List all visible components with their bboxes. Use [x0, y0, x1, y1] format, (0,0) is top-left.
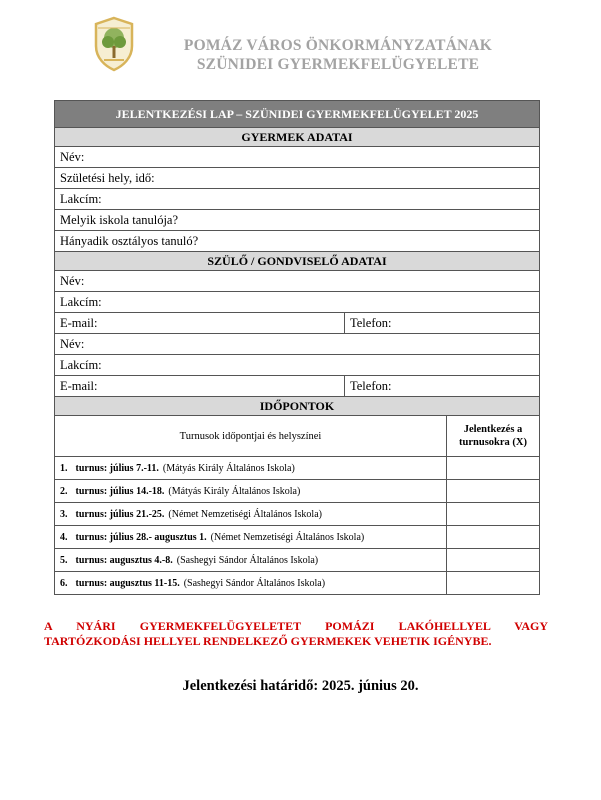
turnus-row — [55, 503, 540, 526]
eligibility-notice-line-2: TARTÓZKODÁSI HELLYEL RENDELKEZŐ GYERMEKEK VEHETIK IGÉNYBE. — [44, 634, 492, 648]
child-grade-field[interactable]: Hányadik osztályos tanuló? — [55, 231, 540, 252]
turnus-1-signup-cell[interactable] — [447, 457, 540, 480]
turnus-number: 6. — [60, 577, 68, 589]
turnus-6-signup-cell[interactable] — [447, 572, 540, 595]
parent1-phone-field[interactable]: Telefon: — [345, 313, 540, 334]
turnus-number: 5. — [60, 554, 68, 566]
turnus-5-signup-cell[interactable] — [447, 549, 540, 572]
column-header-turnus: Turnusok időpontjai és helyszínei — [55, 416, 447, 457]
turnus-4 — [55, 526, 447, 549]
child-address-field[interactable]: Lakcím: — [55, 189, 540, 210]
section-times: IDŐPONTOK — [55, 397, 540, 416]
parent2-phone-field[interactable]: Telefon: — [345, 376, 540, 397]
turnus-3-signup-cell[interactable] — [447, 503, 540, 526]
turnus-5 — [55, 549, 447, 572]
turnus-place: (Sashegyi Sándor Általános Iskola) — [176, 554, 319, 566]
turnus-1 — [55, 457, 447, 480]
turnus-number: 3. — [60, 508, 68, 520]
turnus-date: turnus: július 14.-18. — [75, 485, 165, 497]
turnus-number: 1. — [60, 462, 68, 474]
organization-line-2: SZÜNIDEI GYERMEKFELÜGYELETE — [196, 56, 480, 73]
parent1-email-field[interactable]: E-mail: — [55, 313, 345, 334]
organization-line-1: POMÁZ VÁROS ÖNKORMÁNYZATÁNAK — [183, 37, 493, 54]
parent1-name-field[interactable]: Név: — [55, 271, 540, 292]
parent2-email-field[interactable]: E-mail: — [55, 376, 345, 397]
turnus-place: (Mátyás Király Általános Iskola) — [168, 485, 301, 497]
turnus-row — [55, 457, 540, 480]
turnus-date: turnus: július 28.- augusztus 1. — [75, 531, 207, 543]
city-crest-logo — [90, 16, 138, 72]
parent2-address-field[interactable]: Lakcím: — [55, 355, 540, 376]
parent1-address-field[interactable]: Lakcím: — [55, 292, 540, 313]
turnus-place: (Német Nemzetiségi Általános Iskola) — [210, 531, 365, 543]
turnus-place: (Sashegyi Sándor Általános Iskola) — [183, 577, 326, 589]
turnus-row — [55, 572, 540, 595]
section-child-data: GYERMEK ADATAI — [55, 128, 540, 147]
turnus-2-signup-cell[interactable] — [447, 480, 540, 503]
turnus-2 — [55, 480, 447, 503]
application-form — [54, 100, 540, 595]
turnus-date: turnus: július 21.-25. — [75, 508, 165, 520]
turnus-row — [55, 526, 540, 549]
page-header — [84, 14, 544, 74]
organization-name — [148, 36, 528, 74]
eligibility-notice-line-1: A NYÁRI GYERMEKFELÜGYELETET POMÁZI LAKÓHELLYEL VAGY — [44, 619, 548, 633]
column-header-signup: Jelentkezés a turnusokra (X) — [447, 416, 540, 457]
turnus-number: 4. — [60, 531, 68, 543]
turnus-row — [55, 549, 540, 572]
turnus-date: turnus: augusztus 11-15. — [75, 577, 180, 589]
section-parent-data: SZÜLŐ / GONDVISELŐ ADATAI — [55, 252, 540, 271]
turnus-number: 2. — [60, 485, 68, 497]
turnus-place: (Mátyás Király Általános Iskola) — [162, 462, 295, 474]
form-title: JELENTKEZÉSI LAP – SZÜNIDEI GYERMEKFELÜGYELET 2025 — [55, 101, 540, 128]
turnus-place: (Német Nemzetiségi Általános Iskola) — [168, 508, 322, 520]
child-name-field[interactable]: Név: — [55, 147, 540, 168]
turnus-date: turnus: augusztus 4.-8. — [75, 554, 173, 566]
turnus-date: turnus: július 7.-11. — [75, 462, 159, 474]
child-school-field[interactable]: Melyik iskola tanulója? — [55, 210, 540, 231]
turnus-3 — [55, 503, 447, 526]
turnus-4-signup-cell[interactable] — [447, 526, 540, 549]
child-birth-field[interactable]: Születési hely, idő: — [55, 168, 540, 189]
application-deadline: Jelentkezési határidő: 2025. június 20. — [182, 678, 419, 694]
turnus-6 — [55, 572, 447, 595]
parent2-name-field[interactable]: Név: — [55, 334, 540, 355]
turnus-row — [55, 480, 540, 503]
